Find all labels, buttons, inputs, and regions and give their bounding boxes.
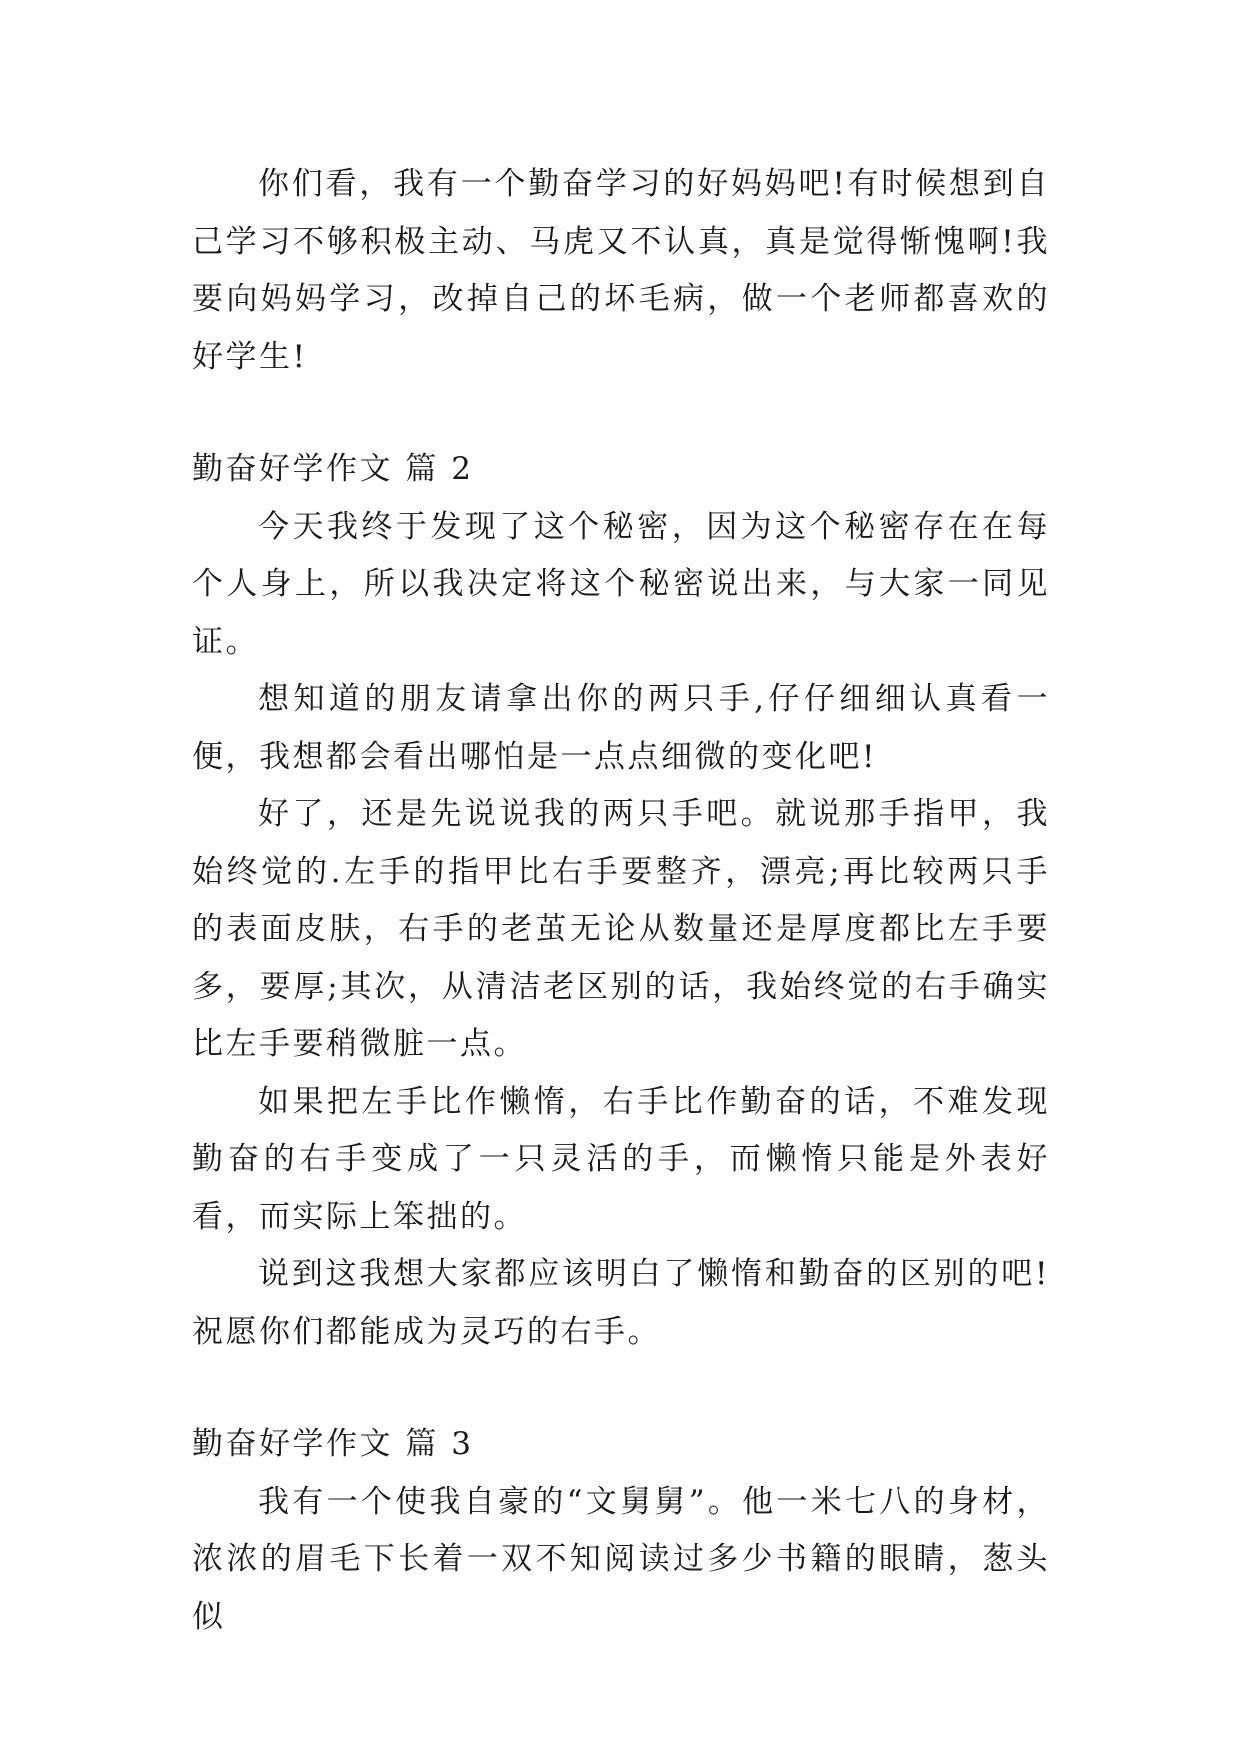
paragraph: 好了，还是先说说我的两只手吧。就说那手指甲，我始终觉的.左手的指甲比右手要整齐，漂亮;再比较两只手的表面皮肤，右手的老茧无论从数量还是厚度都比左手要多，要厚;其次，从清洁老区别的话，我始终觉的右手确实比左手要稍微脏一点。	[192, 796, 1050, 1062]
paragraph: 你们看，我有一个勤奋学习的好妈妈吧!有时候想到自己学习不够积极主动、马虎又不认真，真是觉得惭愧啊!我要向妈妈学习，改掉自己的坏毛病，做一个老师都喜欢的好学生!	[192, 166, 1050, 375]
section-heading: 勤奋好学作文 篇 2	[192, 451, 474, 487]
section-gap	[192, 1361, 1050, 1416]
paragraph: 想知道的朋友请拿出你的两只手,仔仔细细认真看一便，我想都会看出哪怕是一点点细微的变化吧!	[192, 681, 1050, 775]
section-heading: 勤奋好学作文 篇 3	[192, 1426, 474, 1462]
section-gap	[192, 386, 1050, 441]
document-body	[192, 156, 1050, 1646]
paragraph: 今天我终于发现了这个秘密，因为这个秘密存在在每个人身上，所以我决定将这个秘密说出来，与大家一同见证。	[192, 508, 1050, 660]
paragraph: 我有一个使我自豪的“文舅舅”。他一米七八的身材，浓浓的眉毛下长着一双不知阅读过多少书籍的眼睛，葱头似	[192, 1483, 1050, 1635]
paragraph: 说到这我想大家都应该明白了懒惰和勤奋的区别的吧!祝愿你们都能成为灵巧的右手。	[192, 1256, 1050, 1350]
paragraph: 如果把左手比作懒惰，右手比作勤奋的话，不难发现勤奋的右手变成了一只灵活的手，而懒惰只能是外表好看，而实际上笨拙的。	[192, 1083, 1050, 1235]
